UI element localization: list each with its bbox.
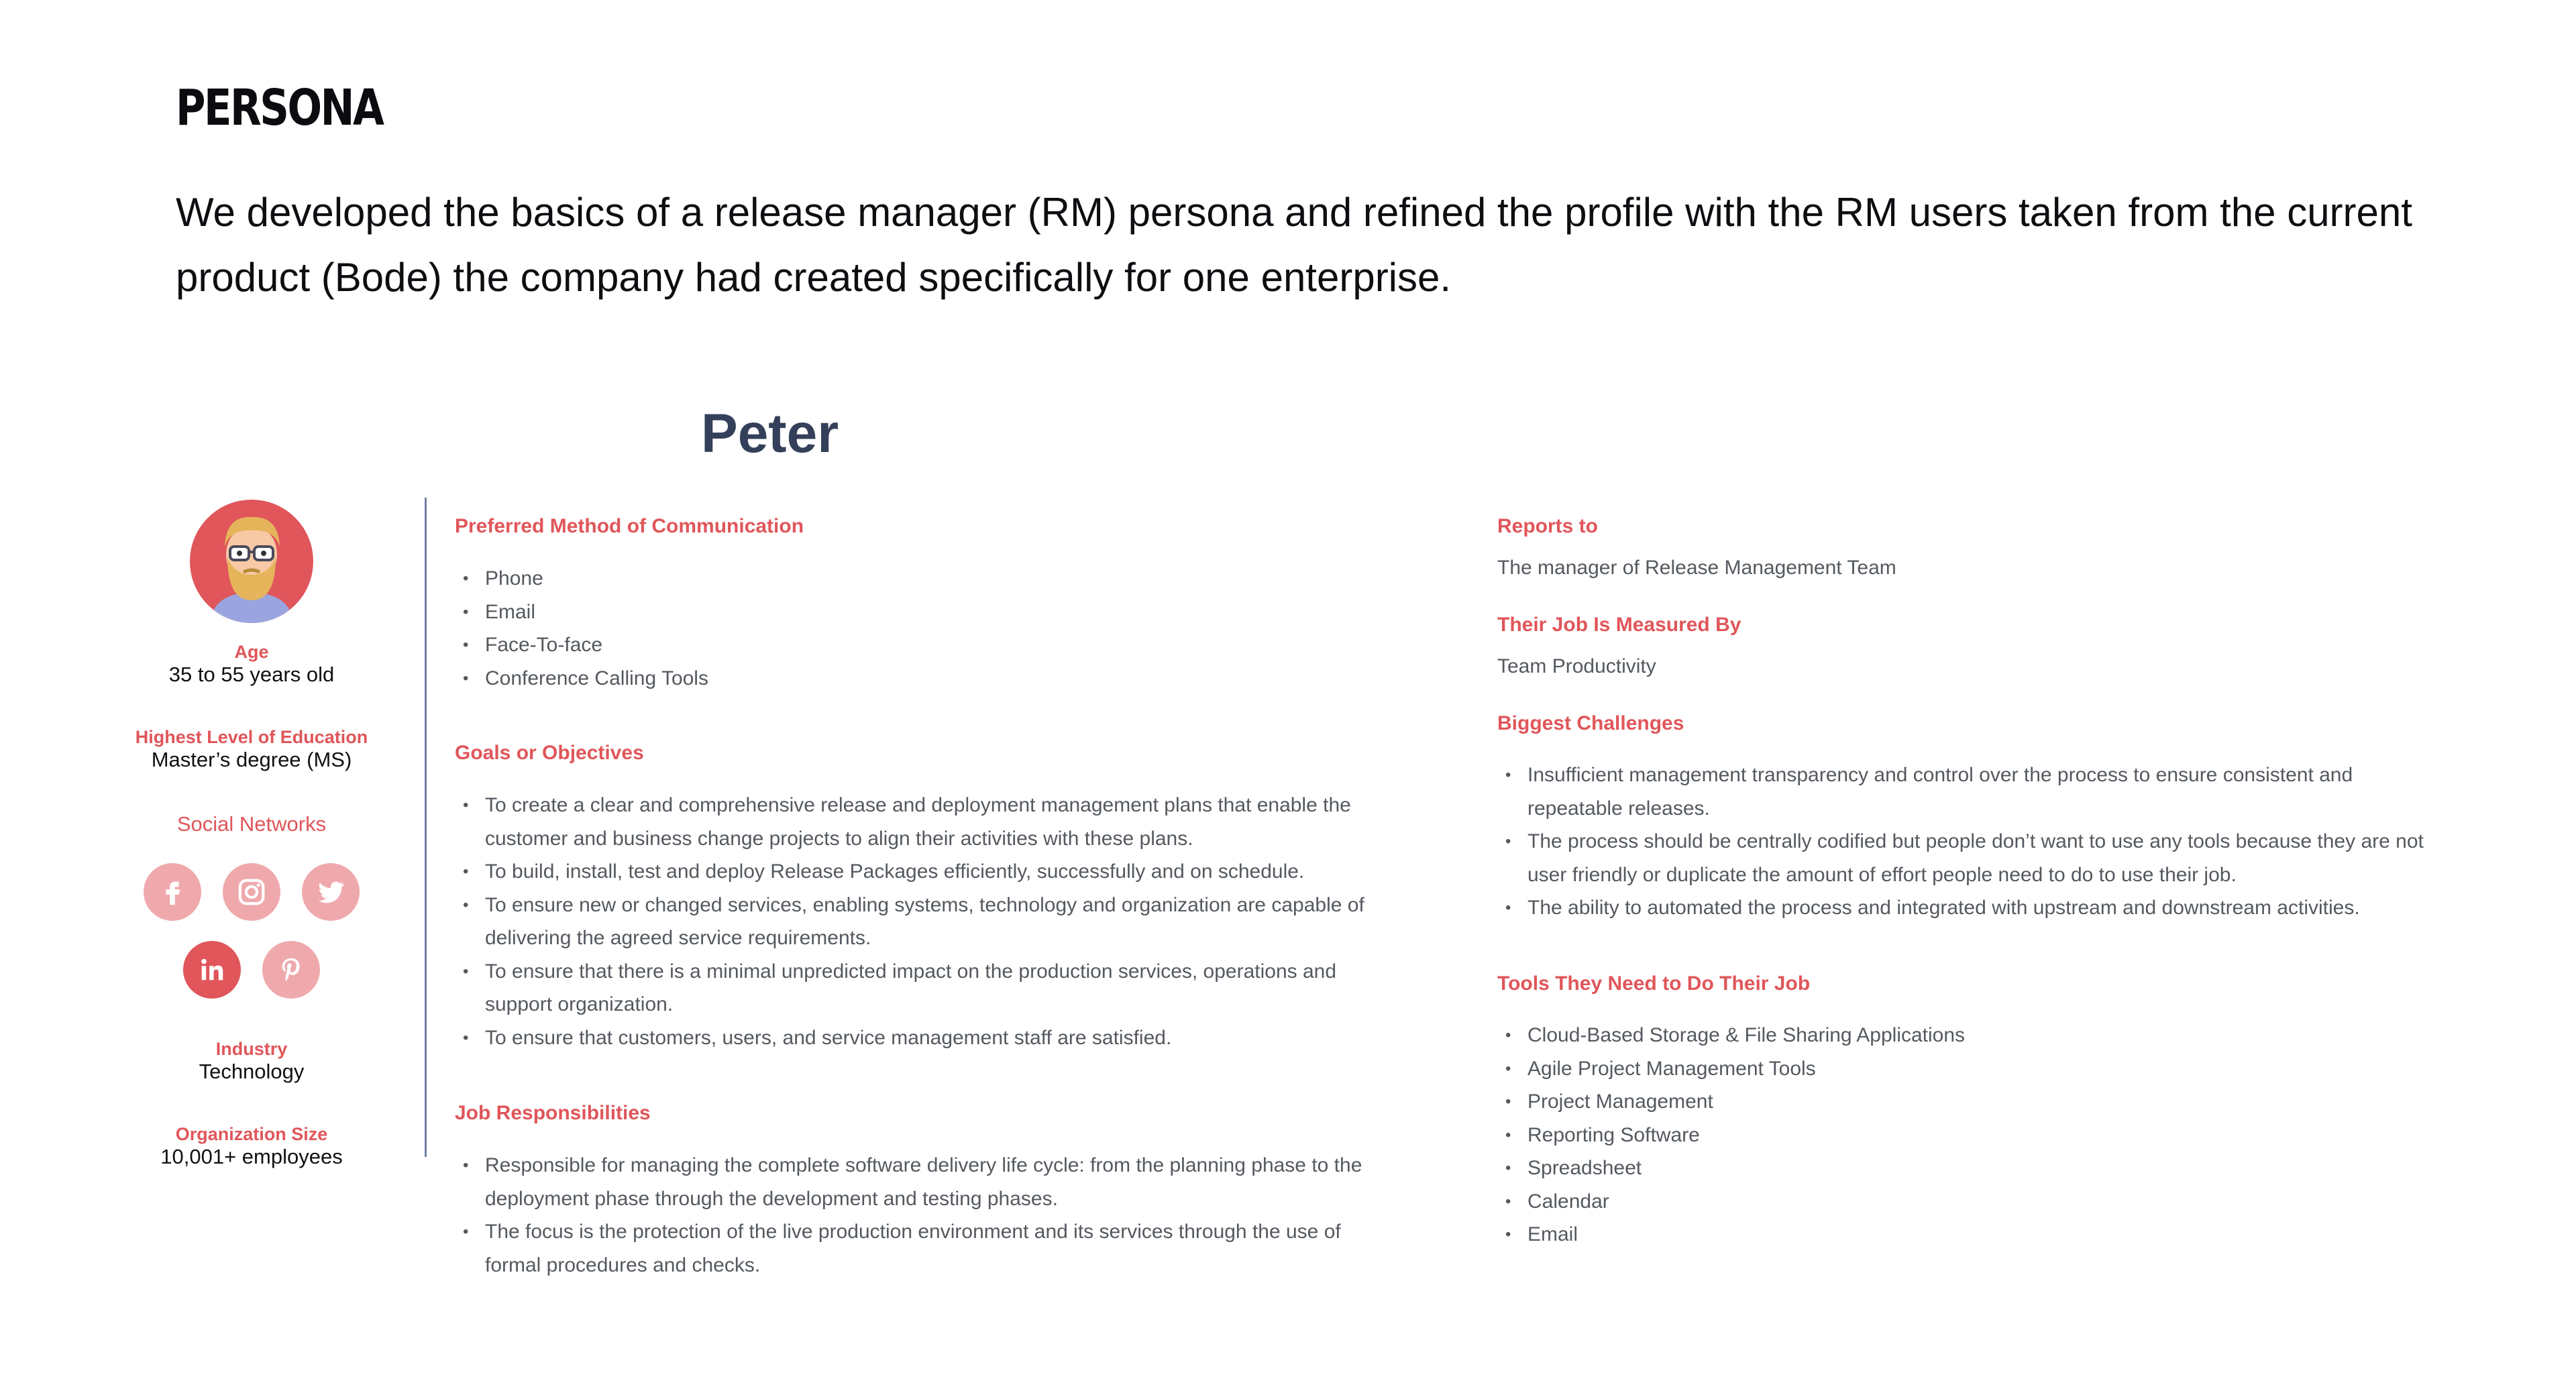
intro-paragraph: We developed the basics of a release manager (RM) persona and refined the profile with the RM users taken from the current product (Bode) the company had created specifically for one enterprise. bbox=[176, 190, 2412, 300]
social-row-2 bbox=[114, 941, 389, 999]
list-item: • Responsible for managing the complete software delivery life cycle: from the planning phase to the deployment phase through the development and testing phases. bbox=[455, 1149, 1367, 1215]
persona-name: Peter bbox=[701, 403, 839, 464]
list-item: • Email bbox=[1497, 1218, 2477, 1251]
list-item: • Spreadsheet bbox=[1497, 1152, 2477, 1185]
industry-label: Industry bbox=[215, 1039, 288, 1059]
persona-profile bbox=[114, 500, 389, 1209]
communication-title: Preferred Method of Communication bbox=[455, 515, 804, 537]
measured-by-title: Their Job Is Measured By bbox=[1497, 614, 1741, 636]
list-item: • Cloud-Based Storage & File Sharing Applications bbox=[1497, 1019, 2477, 1052]
reports-to-value: The manager of Release Management Team bbox=[1497, 557, 1896, 579]
org-size-label: Organization Size bbox=[175, 1124, 328, 1144]
column-divider bbox=[425, 498, 427, 1157]
challenges-list bbox=[1497, 759, 2436, 925]
age-label: Age bbox=[234, 642, 269, 662]
list-item: • The ability to automated the process and integrated with upstream and downstream activities. bbox=[1497, 891, 2436, 925]
instagram-icon[interactable] bbox=[223, 863, 280, 921]
page-heading: PERSONA bbox=[176, 79, 383, 137]
list-item: • The focus is the protection of the live production environment and its services through the use of formal procedures and checks. bbox=[455, 1215, 1367, 1282]
list-item: • The process should be centrally codified but people don’t want to use any tools because they are not user friendly or duplicate the amount of effort people need to do to use their job. bbox=[1497, 825, 2436, 891]
measured-by-value: Team Productivity bbox=[1497, 655, 1656, 677]
list-item: • To build, install, test and deploy Release Packages efficiently, successfully and on schedule. bbox=[455, 855, 1367, 889]
org-size-value: 10,001+ employees bbox=[160, 1145, 343, 1168]
list-item: • To ensure that there is a minimal unpredicted impact on the production services, operations and support organization. bbox=[455, 955, 1367, 1021]
avatar bbox=[190, 500, 313, 623]
social-networks-label: Social Networks bbox=[176, 812, 327, 836]
list-item: • Face-To-face bbox=[455, 628, 1367, 662]
communication-list bbox=[455, 562, 1367, 695]
list-item: • Project Management bbox=[1497, 1085, 2477, 1119]
list-item: • Agile Project Management Tools bbox=[1497, 1052, 2477, 1086]
reports-to-title: Reports to bbox=[1497, 515, 1598, 537]
education-label: Highest Level of Education bbox=[135, 727, 368, 747]
list-item: • Email bbox=[455, 596, 1367, 629]
responsibilities-list bbox=[455, 1149, 1367, 1282]
social-row-1 bbox=[114, 863, 389, 921]
linkedin-icon[interactable] bbox=[183, 941, 241, 999]
list-item: • Phone bbox=[455, 562, 1367, 596]
industry-value: Technology bbox=[199, 1060, 305, 1083]
responsibilities-title: Job Responsibilities bbox=[455, 1102, 651, 1124]
list-item: • Reporting Software bbox=[1497, 1119, 2477, 1152]
pinterest-icon[interactable] bbox=[262, 941, 320, 999]
list-item: • Calendar bbox=[1497, 1185, 2477, 1219]
tools-list bbox=[1497, 1019, 2477, 1251]
twitter-icon[interactable] bbox=[302, 863, 360, 921]
list-item: • To ensure new or changed services, enabling systems, technology and organization are capable of delivering the agreed service requirements. bbox=[455, 889, 1367, 955]
list-item: • Conference Calling Tools bbox=[455, 662, 1367, 695]
list-item: • To ensure that customers, users, and service management staff are satisfied. bbox=[455, 1021, 1367, 1055]
list-item: • To create a clear and comprehensive release and deployment management plans that enable the customer and business change projects to align their activities with these plans. bbox=[455, 789, 1367, 855]
goals-title: Goals or Objectives bbox=[455, 742, 644, 764]
tools-title: Tools They Need to Do Their Job bbox=[1497, 972, 1811, 995]
facebook-icon[interactable] bbox=[144, 863, 201, 921]
goals-list bbox=[455, 789, 1367, 1054]
list-item: • Insufficient management transparency and control over the process to ensure consistent and repeatable releases. bbox=[1497, 759, 2436, 825]
age-value: 35 to 55 years old bbox=[168, 663, 335, 686]
education-value: Master’s degree (MS) bbox=[151, 748, 352, 771]
challenges-title: Biggest Challenges bbox=[1497, 712, 1684, 734]
